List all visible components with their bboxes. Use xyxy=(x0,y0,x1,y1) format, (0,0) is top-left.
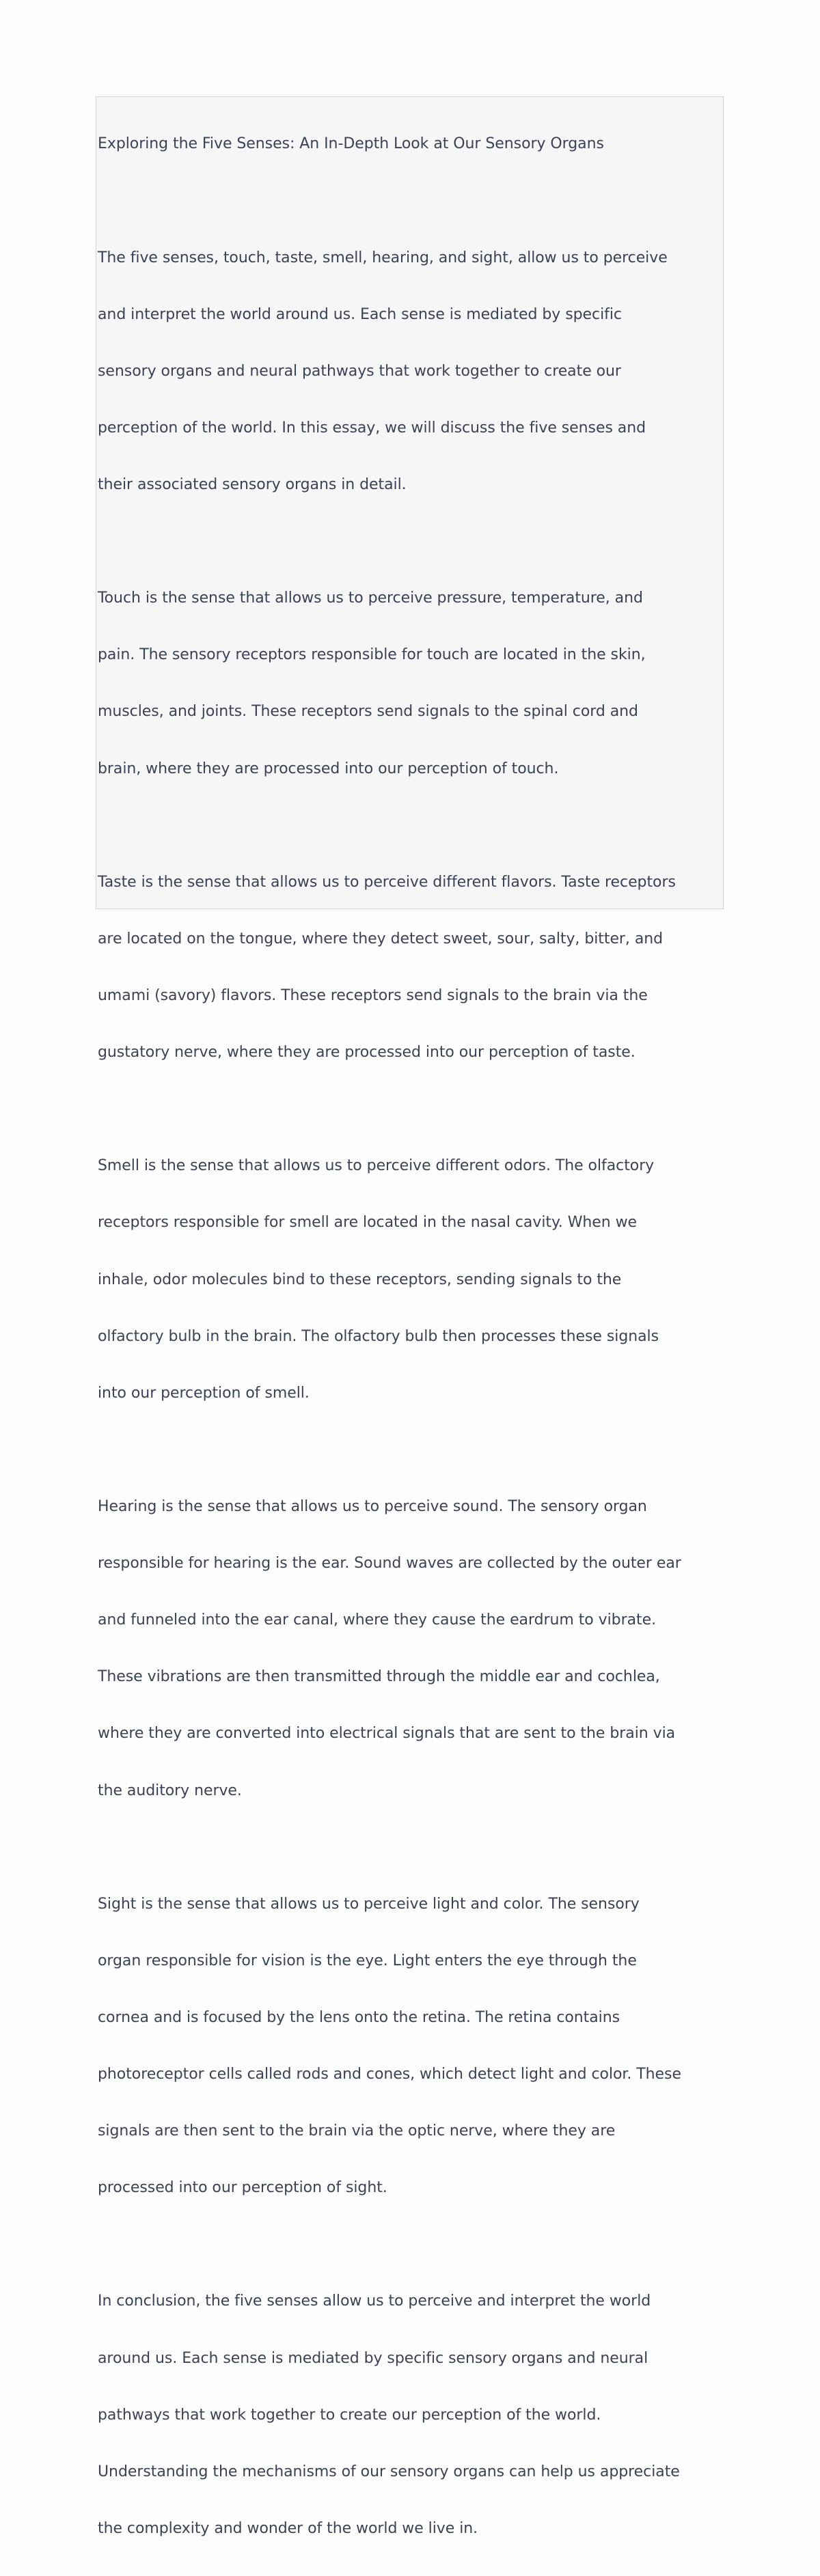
text-line: brain, where they are processed into our perception of touch. xyxy=(98,760,559,777)
text-line: muscles, and joints. These receptors send signals to the spinal cord and xyxy=(98,703,638,721)
text-line: Touch is the sense that allows us to perceive pressure, temperature, and xyxy=(98,590,643,607)
text-line: and funneled into the ear canal, where they cause the eardrum to vibrate. xyxy=(98,1611,657,1629)
text-line: photoreceptor cells called rods and cones, which detect light and color. These xyxy=(98,2066,681,2083)
blank-line xyxy=(98,1441,723,1460)
text-line: Hearing is the sense that allows us to perceive sound. The sensory organ xyxy=(98,1497,647,1515)
text-line: The five senses, touch, taste, smell, hearing, and sight, allow us to perceive xyxy=(98,249,668,266)
text-line: responsible for hearing is the ear. Sound waves are collected by the outer ear xyxy=(98,1555,681,1573)
blank-line xyxy=(98,2235,723,2254)
text-line: olfactory bulb in the brain. The olfactory bulb then processes these signals xyxy=(98,1327,659,1345)
text-line: around us. Each sense is mediated by specific sensory organs and neural xyxy=(98,2349,648,2367)
text-line: Understanding the mechanisms of our sensory organs can help us appreciate xyxy=(98,2463,680,2480)
text-line: Taste is the sense that allows us to perceive different flavors. Taste receptors xyxy=(98,873,676,891)
text-line: processed into our perception of sight. xyxy=(98,2179,387,2197)
text-line: Smell is the sense that allows us to perceive different odors. The olfactory xyxy=(98,1157,655,1175)
blank-line xyxy=(98,1100,723,1119)
blank-line xyxy=(98,816,723,835)
title-line: Exploring the Five Senses: An In-Depth Look at Our Sensory Organs xyxy=(98,135,604,153)
blank-line xyxy=(98,1838,723,1857)
text-line: pathways that work together to create our perception of the world. xyxy=(98,2406,601,2424)
text-line: umami (savory) flavors. These receptors send signals to the brain via the xyxy=(98,987,648,1004)
text-line: are located on the tongue, where they detect sweet, sour, salty, bitter, and xyxy=(98,930,664,947)
text-line: the complexity and wonder of the world we live in. xyxy=(98,2519,478,2537)
text-line: and interpret the world around us. Each sense is mediated by specific xyxy=(98,305,622,323)
text-line: These vibrations are then transmitted through the middle ear and cochlea, xyxy=(98,1668,660,1686)
text-line: cornea and is focused by the lens onto the retina. The retina contains xyxy=(98,2008,620,2026)
text-line: their associated sensory organs in detail. xyxy=(98,476,407,494)
blank-line xyxy=(98,532,723,551)
text-line: into our perception of smell. xyxy=(98,1384,310,1402)
text-line: sensory organs and neural pathways that work together to create our xyxy=(98,362,621,380)
text-line: signals are then sent to the brain via the optic nerve, where they are xyxy=(98,2122,616,2140)
text-line: where they are converted into electrical signals that are sent to the brain via xyxy=(98,1725,676,1743)
text-line: pain. The sensory receptors responsible for touch are located in the skin, xyxy=(98,646,646,664)
text-block xyxy=(96,96,724,2537)
text-line: gustatory nerve, where they are processed into our perception of taste. xyxy=(98,1044,636,1062)
document-text xyxy=(98,97,723,2576)
text-line: inhale, odor molecules bind to these receptors, sending signals to the xyxy=(98,1271,622,1288)
text-line: perception of the world. In this essay, we will discuss the five senses and xyxy=(98,419,646,437)
blank-line xyxy=(98,192,723,211)
text-line: organ responsible for vision is the eye. Light enters the eye through the xyxy=(98,1952,637,1969)
text-line: Sight is the sense that allows us to perceive light and color. The sensory xyxy=(98,1895,640,1913)
text-line: receptors responsible for smell are located in the nasal cavity. When we xyxy=(98,1214,638,1232)
text-line: In conclusion, the five senses allow us to perceive and interpret the world xyxy=(98,2293,651,2310)
text-line: the auditory nerve. xyxy=(98,1782,242,1799)
